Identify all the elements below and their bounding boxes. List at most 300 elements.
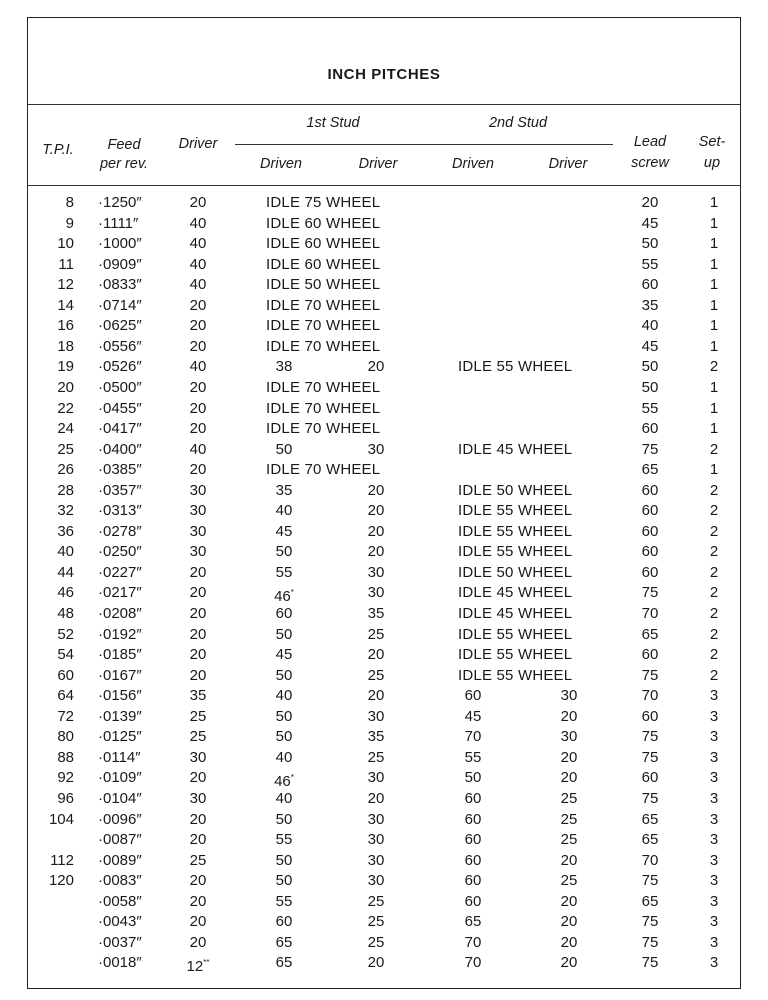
cell-second: IDLE 55 WHEEL [458,666,573,684]
header-setup [686,133,738,172]
cell-tpi: 8 [65,194,74,211]
cell-setup: 3 [709,748,719,766]
cell-setup: 1 [709,337,719,355]
cell-driver: 20 [189,296,207,314]
cell-d2r: 20 [560,769,578,787]
cell-d2n: 60 [464,872,482,890]
cell-setup: 1 [709,255,719,273]
cell-driver: 20 [189,563,207,581]
cell-d1n: 50 [275,707,293,725]
cell-setup: 3 [709,789,719,807]
cell-feed: ·0313″ [98,502,142,520]
cell-lead: 60 [641,769,659,787]
cell-setup: 2 [709,605,719,622]
cell-first: IDLE 70 WHEEL [266,399,381,417]
header-feed-line2: per rev. [99,156,149,172]
cell-driver: 30 [189,481,207,499]
cell-d2r: 20 [560,707,578,725]
cell-lead: 55 [641,255,659,273]
header-setup-line1: Set- [698,134,726,150]
cell-d2r: 20 [560,748,578,766]
cell-second: IDLE 55 WHEEL [458,358,573,376]
cell-lead: 60 [641,502,659,520]
cell-driver: 40 [189,214,207,232]
cell-second: IDLE 55 WHEEL [458,543,573,561]
cell-setup: 3 [709,933,719,951]
cell-first: IDLE 70 WHEEL [266,461,381,479]
cell-tpi: 26 [57,461,74,479]
cell-driver: 20 [189,831,207,849]
cell-feed: ·0526″ [98,358,142,376]
cell-tpi: 11 [58,255,74,273]
cell-driver: 20 [189,605,207,622]
cell-d2r: 20 [560,954,578,972]
cell-feed: ·1250″ [98,194,142,211]
cell-lead: 65 [641,892,659,910]
cell-d1n: 50 [275,625,293,643]
cell-driver: 30 [189,502,207,520]
cell-d2r: 20 [560,933,578,951]
cell-second: IDLE 55 WHEEL [458,502,573,520]
cell-setup: 1 [709,461,719,479]
cell-second: IDLE 55 WHEEL [458,625,573,643]
cell-setup: 1 [709,194,719,211]
cell-tpi: 14 [57,296,74,314]
cell-first: IDLE 60 WHEEL [266,214,381,232]
cell-d2r: 20 [560,892,578,910]
cell-d1n: 45 [275,522,293,540]
cell-lead: 50 [641,378,659,396]
cell-driver: 20 [189,420,207,438]
cell-setup: 2 [709,584,719,602]
cell-feed: ·1111″ [98,214,139,232]
cell-d1r: 30 [367,851,385,869]
cell-feed: ·0167″ [98,666,142,684]
cell-feed: ·0625″ [98,317,142,335]
header-top-rule [28,104,740,105]
cell-feed: ·1000″ [98,235,142,253]
cell-feed: ·0278″ [98,522,142,540]
cell-d1r: 30 [367,584,385,602]
cell-d2r: 30 [560,687,578,705]
cell-d1r: 20 [367,687,385,705]
cell-lead: 45 [641,337,659,355]
cell-lead: 75 [641,789,659,807]
cell-feed: ·0185″ [98,646,142,664]
cell-driver: 20 [189,317,207,335]
cell-lead: 60 [641,276,659,294]
cell-d2n: 70 [464,728,482,746]
cell-d1n: 40 [275,502,293,520]
cell-first: IDLE 60 WHEEL [266,235,381,253]
cell-setup: 3 [709,872,719,890]
cell-second: IDLE 50 WHEEL [458,563,573,581]
cell-driver: 40 [189,255,207,273]
cell-d1n: 40 [275,687,293,705]
cell-driver: 20 [189,872,207,890]
cell-tpi: 72 [57,707,74,725]
cell-lead: 65 [641,831,659,849]
cell-lead: 60 [641,707,659,725]
cell-d1n: 50 [275,851,293,869]
cell-second: IDLE 55 WHEEL [458,646,573,664]
cell-d1n: 38 [275,358,293,376]
cell-setup: 2 [709,358,719,376]
cell-d2r: 30 [560,728,578,746]
cell-tpi: 18 [57,337,74,355]
cell-tpi: 9 [65,214,74,232]
cell-tpi: 104 [48,810,74,828]
cell-d1n: 50 [275,666,293,684]
cell-lead: 60 [641,420,659,438]
cell-feed: ·0125″ [98,728,142,746]
footnote-mark: * [290,588,294,598]
cell-d1r: 30 [367,831,385,849]
cell-driver: 20 [189,461,207,479]
cell-feed: ·0833″ [98,276,142,294]
cell-setup: 3 [709,687,719,705]
cell-d2n: 60 [464,789,482,807]
cell-setup: 3 [709,851,719,869]
cell-second: IDLE 55 WHEEL [458,522,573,540]
footnote-mark: ** [203,958,210,968]
cell-lead: 65 [641,461,659,479]
cell-lead: 70 [641,687,659,705]
cell-d1r: 25 [367,913,385,931]
cell-d1n: 60 [275,913,293,931]
cell-second: IDLE 45 WHEEL [458,440,573,458]
cell-d2n: 50 [464,769,482,787]
cell-lead: 75 [641,933,659,951]
cell-setup: 2 [709,522,719,540]
cell-feed: ·0018″ [98,954,142,972]
cell-d2r: 20 [560,913,578,931]
cell-d2r: 25 [560,872,578,890]
cell-d1n: 65 [275,954,293,972]
cell-d1r: 30 [367,440,385,458]
cell-driver: 25 [189,851,207,869]
cell-lead: 75 [641,728,659,746]
cell-feed: ·0455″ [98,399,142,417]
cell-feed: ·0227″ [98,563,142,581]
cell-driver: 40 [189,358,207,376]
cell-d1n: 50 [275,872,293,890]
header-second-stud: 2nd Stud [488,115,548,131]
cell-lead: 75 [641,954,659,972]
cell-setup: 1 [709,235,719,253]
cell-d2r: 25 [560,789,578,807]
cell-driver: 20 [189,810,207,828]
cell-setup: 1 [709,420,719,438]
cell-feed: ·0096″ [98,810,142,828]
cell-d1n: 40 [275,748,293,766]
header-setup-line2: up [703,155,721,171]
cell-d1r: 25 [367,933,385,951]
cell-feed: ·0087″ [98,831,142,849]
cell-d1n: 50 [275,543,293,561]
footnote-mark: * [290,773,294,783]
cell-first: IDLE 70 WHEEL [266,296,381,314]
cell-second: IDLE 45 WHEEL [458,584,573,602]
cell-driver: 40 [189,276,207,294]
cell-first: IDLE 70 WHEEL [266,337,381,355]
cell-tpi: 16 [57,317,74,335]
cell-lead: 75 [641,913,659,931]
cell-tpi: 80 [57,728,74,746]
cell-lead: 75 [641,584,659,602]
cell-setup: 1 [709,378,719,396]
cell-tpi: 120 [48,872,74,890]
cell-tpi: 25 [57,440,74,458]
cell-d2r: 25 [560,831,578,849]
cell-lead: 35 [641,296,659,314]
cell-setup: 2 [709,543,719,561]
cell-setup: 3 [709,913,719,931]
cell-lead: 75 [641,748,659,766]
cell-setup: 2 [709,646,719,664]
cell-tpi: 112 [50,851,74,869]
cell-feed: ·0250″ [98,543,142,561]
cell-lead: 70 [641,605,659,622]
header-driver: Driver [178,136,218,152]
cell-feed: ·0037″ [98,933,142,951]
cell-d1r: 20 [367,502,385,520]
cell-setup: 2 [709,625,719,643]
header-feed [88,136,160,173]
cell-lead: 55 [641,399,659,417]
cell-d1r: 30 [367,707,385,725]
cell-driver: 20 [189,892,207,910]
cell-first: IDLE 50 WHEEL [266,276,381,294]
cell-first: IDLE 75 WHEEL [266,194,381,211]
cell-d1r: 20 [367,646,385,664]
cell-tpi: 88 [57,748,74,766]
cell-d1r: 35 [367,728,385,746]
cell-d1r: 20 [367,358,385,376]
cell-driver: 20 [189,769,207,787]
cell-setup: 3 [709,707,719,725]
cell-d1r: 25 [367,666,385,684]
cell-feed: ·0208″ [98,605,142,622]
cell-d1n: 45 [275,646,293,664]
cell-d1r: 25 [367,892,385,910]
cell-d1r: 25 [367,625,385,643]
cell-d1r: 20 [367,522,385,540]
cell-lead: 75 [641,872,659,890]
cell-driver: 20 [189,933,207,951]
cell-d1n: 50 [275,440,293,458]
cell-lead: 50 [641,235,659,253]
cell-lead: 50 [641,358,659,376]
cell-setup: 1 [709,399,719,417]
cell-d1n: 65 [275,933,293,951]
cell-feed: ·0417″ [98,420,142,438]
header-bottom-rule [28,185,740,186]
cell-first: IDLE 70 WHEEL [266,378,381,396]
cell-d2n: 65 [464,913,482,931]
cell-setup: 3 [709,728,719,746]
cell-driver: 25 [189,707,207,725]
cell-feed: ·0058″ [98,892,142,910]
cell-setup: 1 [709,276,719,294]
cell-feed: ·0556″ [98,337,142,355]
cell-d2n: 55 [464,748,482,766]
cell-driver: 40 [189,440,207,458]
cell-tpi: 92 [57,769,74,787]
cell-feed: ·0400″ [98,440,142,458]
cell-driver: 20 [189,666,207,684]
cell-lead: 60 [641,543,659,561]
cell-d1r: 30 [367,769,385,787]
cell-d1r: 35 [367,605,385,622]
cell-driver: 20 [189,337,207,355]
cell-lead: 65 [641,810,659,828]
header-first-driven: Driven [260,156,302,172]
cell-d1n: 40 [275,789,293,807]
cell-lead: 20 [641,194,659,211]
cell-tpi: 24 [57,420,74,438]
cell-driver: 20 [189,194,207,211]
cell-d1n: 50 [275,728,293,746]
cell-feed: ·0156″ [98,687,142,705]
cell-d1r: 20 [367,543,385,561]
cell-driver: 12** [186,958,210,976]
cell-lead: 60 [641,646,659,664]
cell-d1r: 20 [367,789,385,807]
cell-setup: 2 [709,440,719,458]
cell-d1n: 60 [275,605,293,622]
cell-tpi: 54 [57,646,74,664]
cell-d1r: 20 [367,954,385,972]
cell-driver: 20 [189,399,207,417]
cell-first: IDLE 60 WHEEL [266,255,381,273]
cell-setup: 3 [709,769,719,787]
cell-setup: 1 [709,214,719,232]
cell-second: IDLE 45 WHEEL [458,605,573,622]
header-lead-line1: Lead [633,134,667,150]
cell-feed: ·0139″ [98,707,142,725]
cell-d1r: 30 [367,810,385,828]
cell-tpi: 46 [57,584,74,602]
cell-d2n: 60 [464,687,482,705]
cell-driver: 20 [189,646,207,664]
cell-d1n: 35 [275,481,293,499]
cell-feed: ·0114″ [98,748,141,766]
cell-tpi: 28 [57,481,74,499]
cell-driver: 20 [189,625,207,643]
header-lead-line2: screw [631,155,669,171]
cell-d2r: 25 [560,810,578,828]
cell-tpi: 22 [57,399,74,417]
cell-tpi: 60 [57,666,74,684]
header-first-stud: 1st Stud [306,115,360,131]
cell-feed: ·0909″ [98,255,142,273]
page-title: INCH PITCHES [327,66,441,83]
header-feed-line1: Feed [107,137,141,153]
cell-tpi: 32 [57,502,74,520]
cell-feed: ·0109″ [98,769,142,787]
cell-setup: 3 [709,892,719,910]
cell-tpi: 48 [57,605,74,622]
cell-tpi: 20 [57,378,74,396]
cell-tpi: 19 [57,358,74,376]
cell-feed: ·0089″ [98,851,142,869]
cell-d1r: 30 [367,563,385,581]
cell-feed: ·0043″ [98,913,142,931]
cell-tpi: 96 [57,789,74,807]
cell-feed: ·0714″ [98,296,142,314]
cell-first: IDLE 70 WHEEL [266,317,381,335]
cell-setup: 2 [709,502,719,520]
header-lead-screw [618,133,682,172]
cell-tpi: 64 [57,687,74,705]
cell-lead: 60 [641,522,659,540]
stud-header-rule [235,144,613,145]
cell-d2n: 60 [464,851,482,869]
header-second-driver: Driver [548,156,588,172]
cell-d2n: 60 [464,831,482,849]
cell-lead: 60 [641,563,659,581]
cell-feed: ·0385″ [98,461,142,479]
cell-driver: 30 [189,522,207,540]
cell-lead: 45 [641,214,659,232]
cell-feed: ·0192″ [98,625,142,643]
cell-d1n: 55 [275,831,293,849]
cell-d1n: 46* [274,588,294,606]
header-tpi: T.P.I. [42,142,74,158]
cell-driver: 30 [189,748,207,766]
cell-setup: 2 [709,481,719,499]
cell-d1n: 46* [274,773,294,791]
cell-setup: 1 [709,296,719,314]
cell-driver: 25 [189,728,207,746]
cell-feed: ·0357″ [98,481,142,499]
cell-lead: 70 [641,851,659,869]
cell-d1n: 50 [275,810,293,828]
cell-feed: ·0083″ [98,872,142,890]
cell-setup: 1 [709,317,719,335]
cell-d2n: 70 [464,933,482,951]
cell-driver: 35 [189,687,207,705]
cell-setup: 3 [709,810,719,828]
cell-driver: 30 [189,543,207,561]
cell-tpi: 10 [57,235,74,253]
cell-first: IDLE 70 WHEEL [266,420,381,438]
cell-feed: ·0500″ [98,378,142,396]
header-first-driver: Driver [358,156,398,172]
cell-lead: 60 [641,481,659,499]
cell-tpi: 44 [57,563,74,581]
cell-second: IDLE 50 WHEEL [458,481,573,499]
cell-setup: 3 [709,831,719,849]
cell-setup: 2 [709,563,719,581]
cell-lead: 75 [641,440,659,458]
header-second-driven: Driven [452,156,494,172]
cell-d2n: 60 [464,810,482,828]
cell-tpi: 36 [57,522,74,540]
cell-d2n: 60 [464,892,482,910]
cell-d2r: 20 [560,851,578,869]
cell-setup: 2 [709,666,719,684]
cell-feed: ·0104″ [98,789,142,807]
cell-tpi: 52 [57,625,74,643]
cell-tpi: 40 [57,543,74,561]
cell-d1r: 25 [367,748,385,766]
cell-d1r: 20 [367,481,385,499]
cell-d1n: 55 [275,892,293,910]
cell-driver: 20 [189,584,207,602]
cell-driver: 30 [189,789,207,807]
